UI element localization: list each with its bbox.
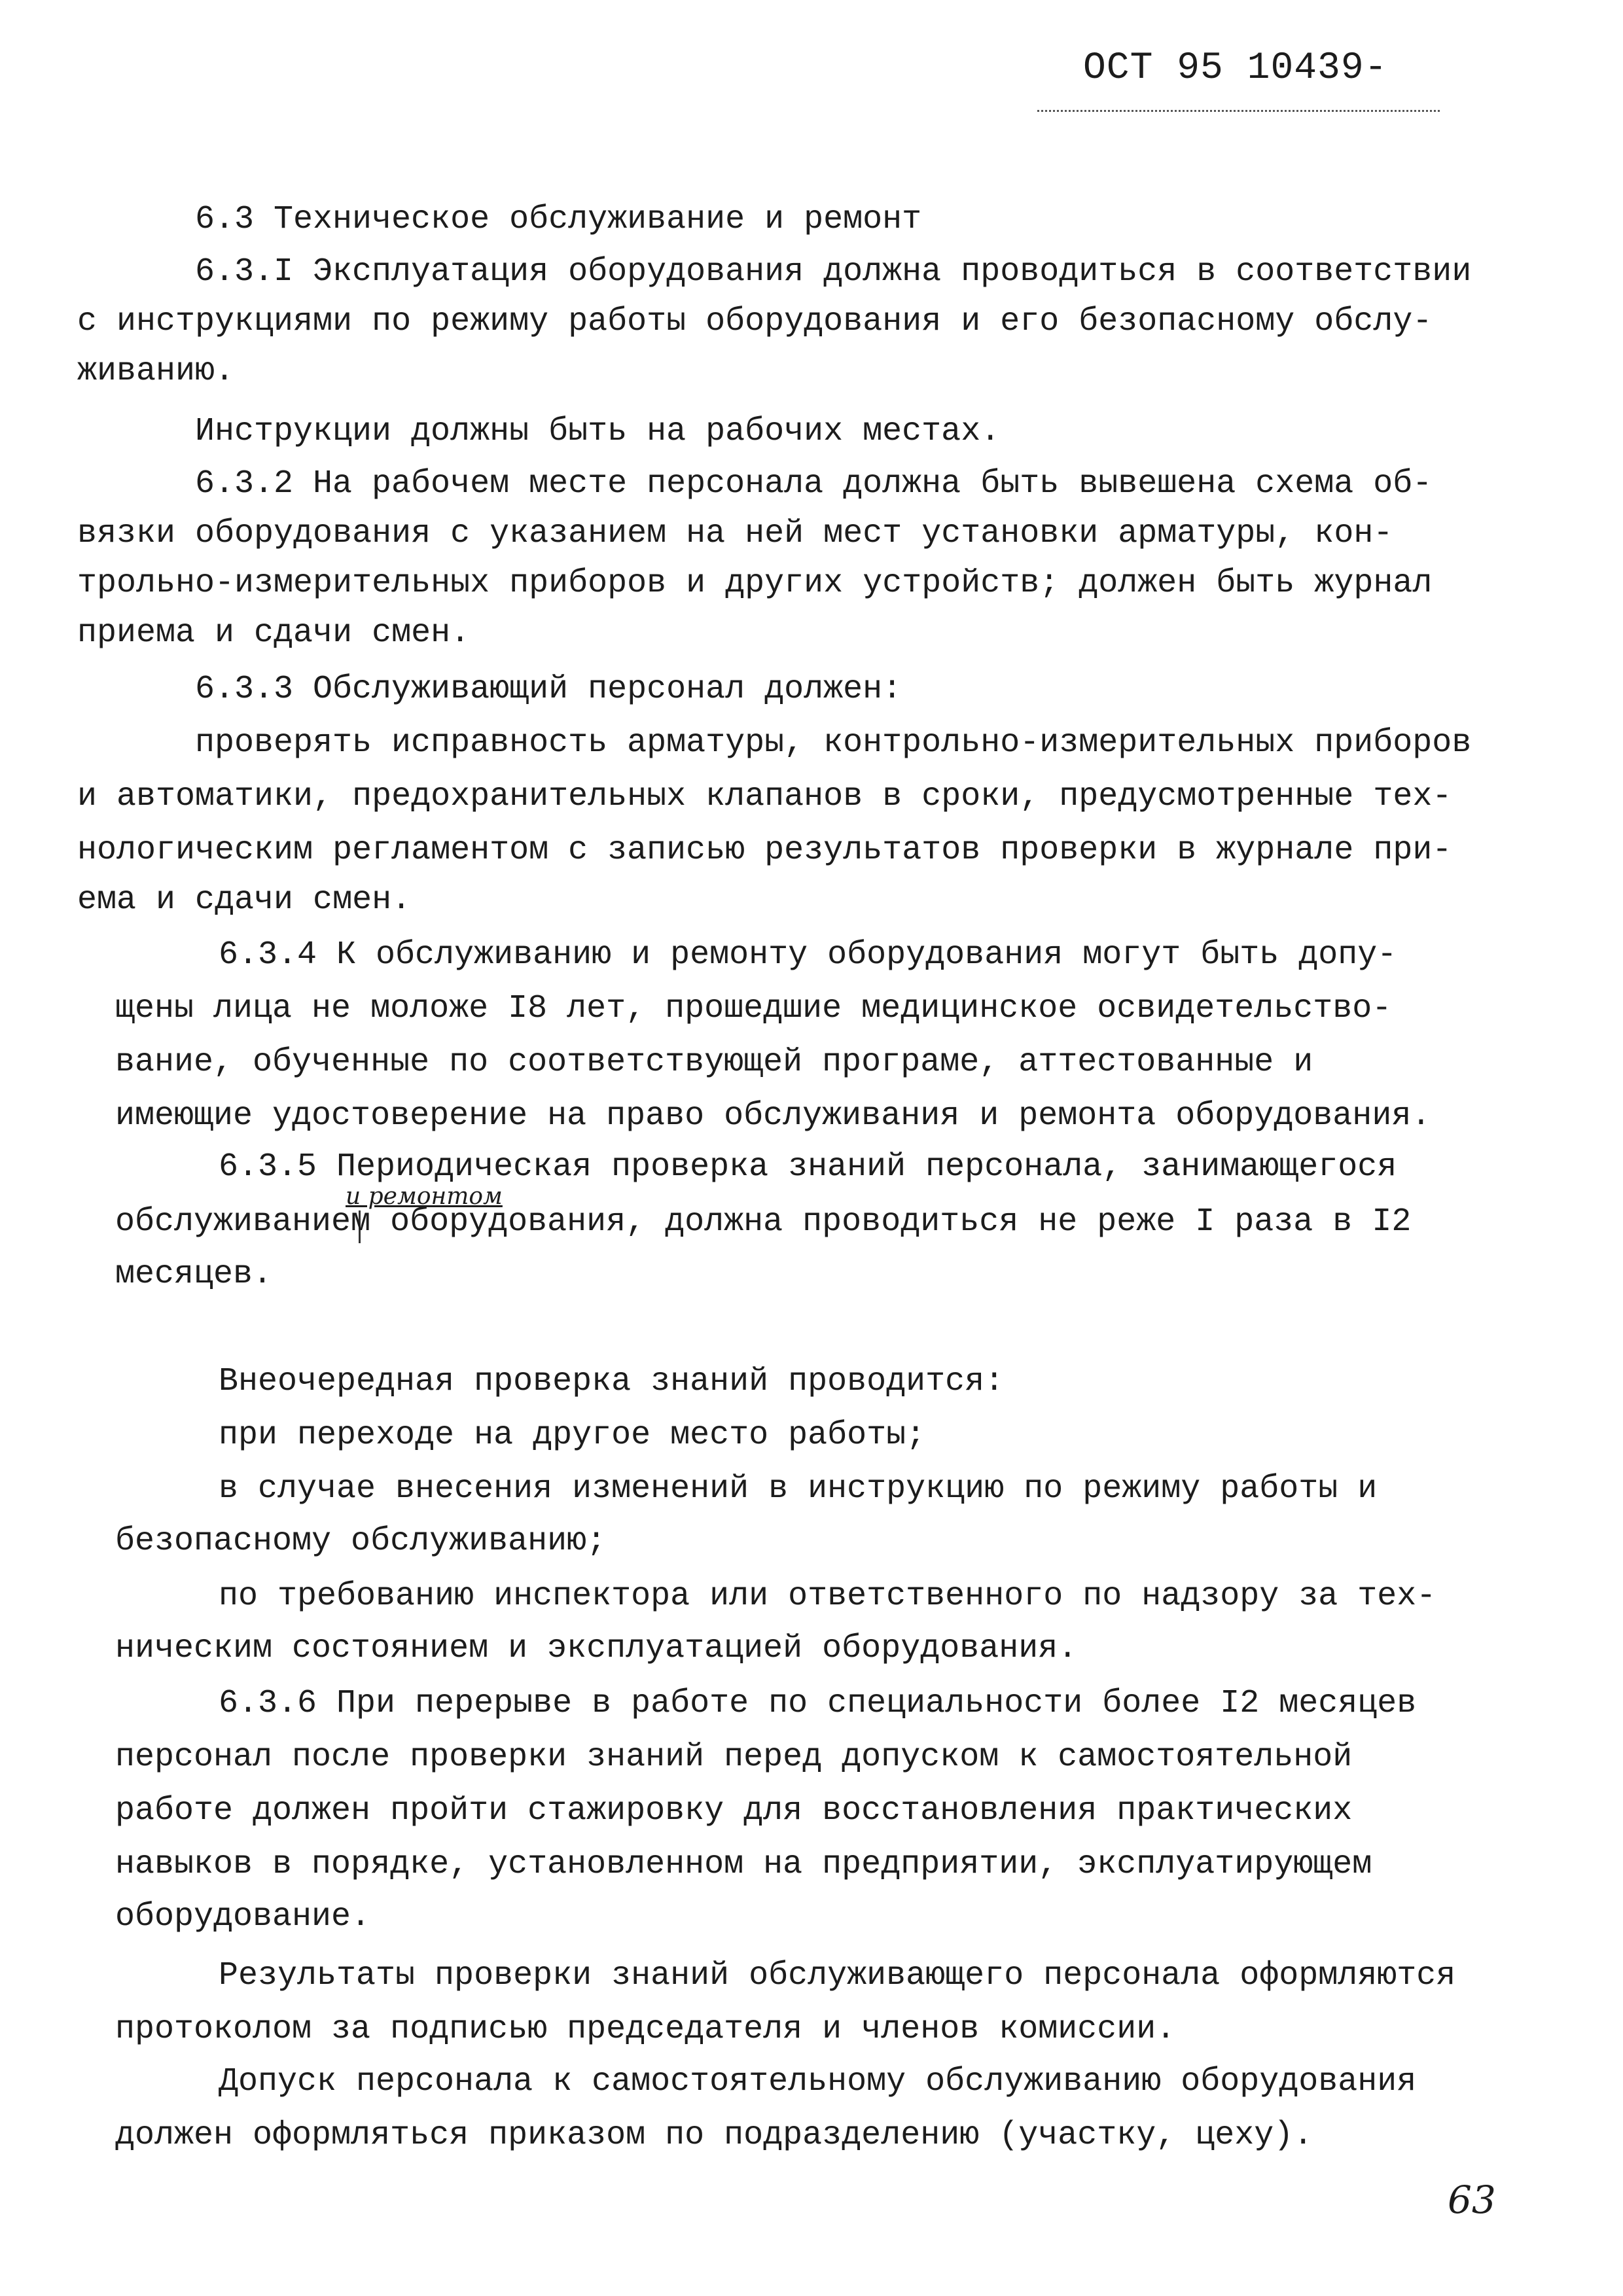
text-line: при переходе на другое место работы; xyxy=(219,1417,926,1454)
text-line: Инструкции должны быть на рабочих местах. xyxy=(195,413,1001,450)
text-line: 6.3.5 Периодическая проверка знаний персонала, занимающегося xyxy=(219,1148,1397,1186)
text-line: в случае внесения изменений в инструкцию по режиму работы и xyxy=(219,1470,1378,1508)
text-line: и автоматики, предохранительных клапанов в сроки, предусмотренные тех- xyxy=(77,778,1452,815)
text-line: живанию. xyxy=(77,353,235,390)
document-code: ОСТ 95 10439- xyxy=(1083,47,1388,90)
text-line: ническим состоянием и эксплуатацией оборудования. xyxy=(115,1630,1078,1667)
text-line: Результаты проверки знаний обслуживающего персонала оформляются xyxy=(219,1957,1456,1994)
section-title: 6.3 Техническое обслуживание и ремонт xyxy=(195,201,922,238)
text-line: 6.3.6 При перерыве в работе по специальности более I2 месяцев xyxy=(219,1685,1417,1722)
handwritten-insertion: и ремонтом xyxy=(346,1183,503,1210)
header-divider xyxy=(1037,110,1440,112)
text-line: обслуживанием оборудования, должна проводиться не реже I раза в I2 xyxy=(115,1203,1412,1241)
text-line: трольно-измерительных приборов и других устройств; должен быть журнал xyxy=(77,565,1433,602)
text-line: проверять исправность арматуры, контрольно-измерительных приборов xyxy=(195,724,1472,762)
text-line: протоколом за подписью председателя и членов комиссии. xyxy=(115,2011,1176,2048)
text-line: приема и сдачи смен. xyxy=(77,614,471,652)
text-line: безопасному обслуживанию; xyxy=(115,1523,607,1560)
text-line: ема и сдачи смен. xyxy=(77,881,412,919)
text-line: Внеочередная проверка знаний проводится: xyxy=(219,1363,1005,1400)
text-line: с инструкциями по режиму работы оборудования и его безопасному обслу- xyxy=(77,303,1433,340)
text-line: имеющие удостоверение на право обслуживания и ремонта оборудования. xyxy=(115,1097,1431,1135)
text-line: 6.3.2 На рабочем месте персонала должна быть вывешена схема об- xyxy=(195,465,1433,503)
text-line: Допуск персонала к самостоятельному обслуживанию оборудования xyxy=(219,2063,1417,2100)
text-line: 6.3.4 К обслуживанию и ремонту оборудования могут быть допу- xyxy=(219,936,1397,974)
text-line: нологическим регламентом с записью результатов проверки в журнале при- xyxy=(77,832,1452,869)
text-line: по требованию инспектора или ответственного по надзору за тех- xyxy=(219,1578,1436,1615)
text-line: щены лица не моложе I8 лет, прошедшие медицинское освидетельство- xyxy=(115,990,1392,1027)
text-line: персонал после проверки знаний перед допуском к самостоятельной xyxy=(115,1739,1353,1776)
text-line: работе должен пройти стажировку для восстановления практических xyxy=(115,1792,1353,1829)
text-line: 6.3.3 Обслуживающий персонал должен: xyxy=(195,671,902,708)
text-line: месяцев. xyxy=(115,1256,273,1293)
text-line: оборудование. xyxy=(115,1898,371,1935)
text-line: навыков в порядке, установленном на предприятии, эксплуатирующем xyxy=(115,1846,1372,1883)
text-line: 6.3.I Эксплуатация оборудования должна проводиться в соответствии xyxy=(195,253,1472,291)
text-line: вязки оборудования с указанием на ней мест установки арматуры, кон- xyxy=(77,515,1393,552)
page-number: 63 xyxy=(1448,2178,1496,2222)
text-line: вание, обученные по соответствующей програме, аттестованные и xyxy=(115,1044,1313,1081)
text-line: должен оформляться приказом по подразделению (участку, цеху). xyxy=(115,2117,1313,2154)
